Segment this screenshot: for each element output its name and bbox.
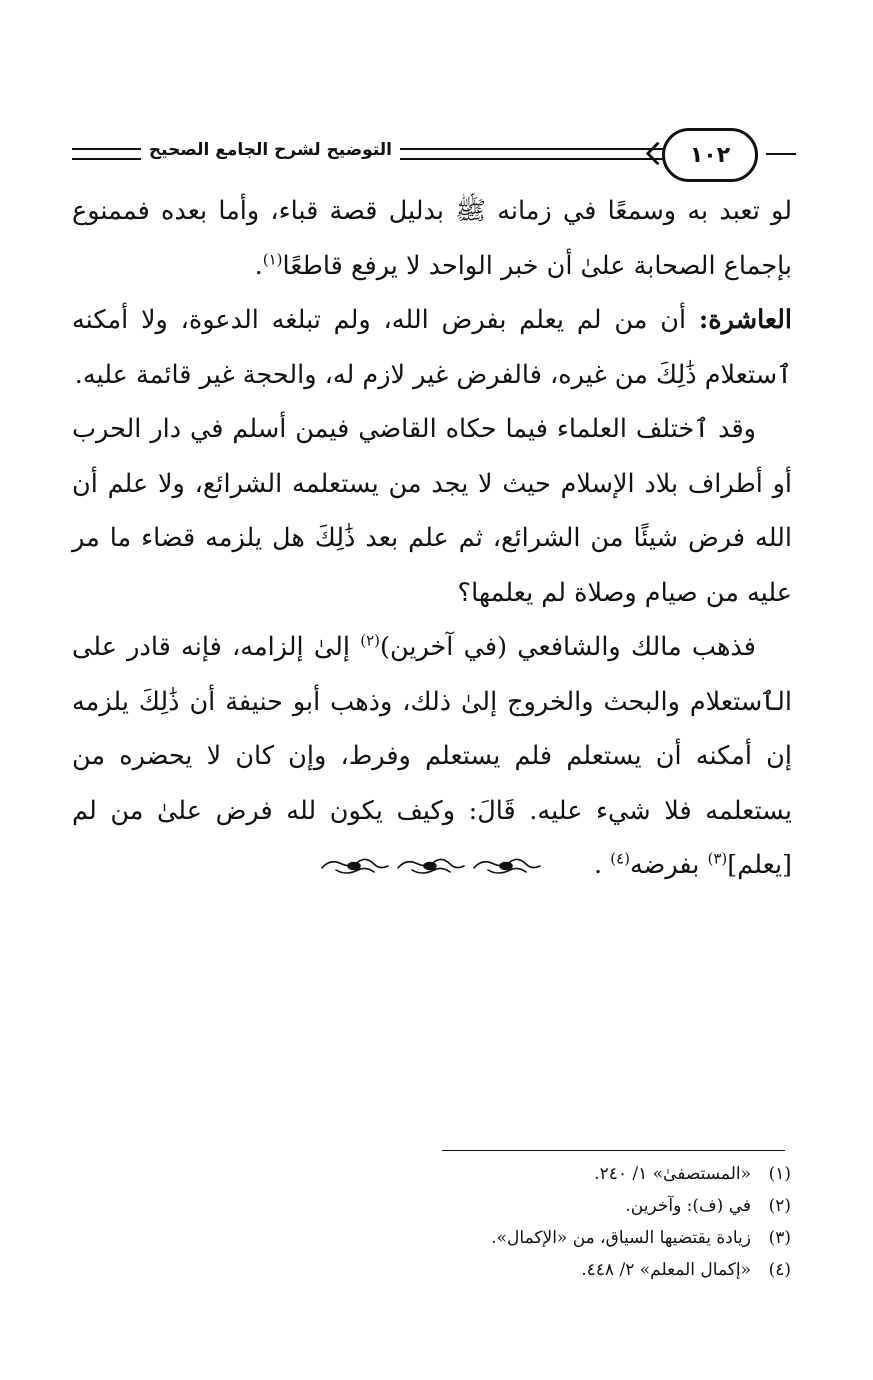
footnote-ref: (٤) [610,849,630,868]
footnote-text: زيادة يقتضيها السياق، من «الإكمال». [491,1228,751,1248]
footnote-ref: (٣) [707,849,728,868]
footnote-number: (٢) [768,1196,791,1216]
footnote-ref: (١) [262,250,283,268]
punctuation: . [594,850,611,880]
punctuation: . [254,250,263,281]
paragraph-lead: العاشرة: [698,305,792,335]
header-rule [766,153,796,155]
paragraph-text: وقد ٱختلف العلماء فيما حكاه القاضي فيمن أسلم في دار الحرب أو أطراف بلاد الإسلام حيث لا يجد من يستعلمه الشرائع، ولا علم أن الله فرض شيئًا من الشرائع، ثم علم بعد ذَٰلِكَ هل يلزمه قضاء ما مر عليه من صيام وصلاة لم يعلمها؟ [72,414,792,608]
ornament-divider [318,848,544,882]
footnote-text: «إكمال المعلم» ٢/ ٤٤٨. [581,1260,751,1280]
header-rule [396,148,674,150]
page-number [662,128,758,182]
ornament-flourish [398,859,464,873]
header-rule [396,158,674,160]
paragraph-text: أن من لم يعلم بفرض الله، ولم تبلغه الدعوة، ولا أمكنه ٱستعلام ذَٰلِكَ من غيره، فالفرض غير لازم له، والحجة غير قائمة عليه. [72,305,792,390]
footnote-number: (٤) [768,1260,791,1280]
paragraph [72,184,792,293]
ornament-flourish [474,859,540,873]
page-header [66,120,796,190]
footnote-text: في (ف): وآخرين. [625,1196,751,1216]
ornament-flourish [322,859,388,873]
footnote-item [291,1190,791,1222]
footnote-item [291,1222,791,1254]
footnote-text: «المستصفىٰ» ١/ ٢٤٠. [594,1164,751,1184]
page-number-text: ١٠٢ [689,142,731,168]
footnote-number: (١) [768,1164,791,1184]
footnote-ref: (٢) [360,631,381,650]
paragraph-text: فذهب مالك والشافعي (في آخرين) [380,632,756,662]
footnote-item [291,1254,791,1286]
footnote-item [291,1158,791,1190]
paragraph [72,402,792,620]
paragraph-text: إلىٰ إلزامه، فإنه قادر على الٱستعلام والبحث والخروج إلىٰ ذلك، وذهب أبو حنيفة أن ذَٰلِكَ يلزمه إن أمكنه أن يستعلم فلم يستعلم وفرط، وإن كان لا يحضره من يستعلمه فلا شيء عليه. قَالَ: وكيف يكون لله فرض علىٰ من لم [يعلم] [72,632,792,880]
paragraph-text: لو تعبد به وسمعًا في زمانه ﷺ بدليل قصة قباء، وأما بعده فممنوع بإجماع الصحابة علىٰ أن خبر الواحد لا يرفع قاطعًا [72,196,792,281]
paragraph-text: بفرضه [630,850,708,880]
footnotes [291,1158,791,1286]
running-title: التوضيح لشرح الجامع الصحيح [141,140,400,160]
footnote-separator [442,1150,785,1151]
main-text [72,184,792,893]
footnote-number: (٣) [768,1228,791,1248]
paragraph [72,293,792,402]
